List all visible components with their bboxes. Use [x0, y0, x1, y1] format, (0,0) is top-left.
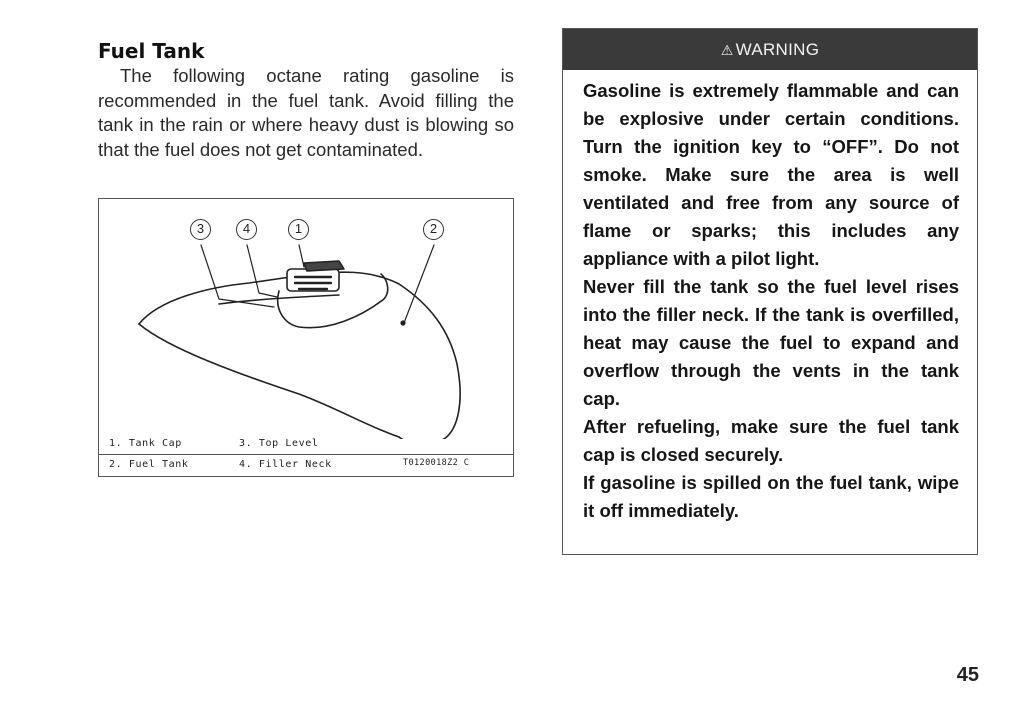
legend-item-1: 1. Tank Cap — [109, 438, 182, 449]
warning-box — [562, 28, 978, 555]
warning-paragraph: After refueling, make sure the fuel tank cap is closed securely. — [583, 416, 959, 465]
section-paragraph: The following octane rating gasoline is recommended in the fuel tank. Avoid filling the tank in the rain or where heavy dust is blowing so that the fuel does not get contaminated. — [98, 65, 514, 160]
legend-divider — [99, 454, 513, 455]
callout-3: 3 — [190, 219, 211, 240]
warning-paragraph: Never fill the tank so the fuel level rises into the filler neck. If the tank is overfilled, heat may cause the fuel to expand and overflow through the vents in the tank cap. — [583, 276, 959, 409]
section-title: Fuel Tank — [98, 39, 205, 63]
page-number: 45 — [956, 664, 979, 686]
fuel-tank-figure — [98, 198, 514, 477]
warning-paragraph: Gasoline is extremely flammable and can be explosive under certain conditions. Turn the ignition key to “OFF”. Do not smoke. Make sure the area is well ventilated and free from any source of flame or sparks; this includes any appliance with a pilot light. — [583, 80, 959, 269]
legend-item-4: 4. Filler Neck — [239, 459, 332, 470]
callout-4: 4 — [236, 219, 257, 240]
callout-2: 2 — [423, 219, 444, 240]
legend-item-2: 2. Fuel Tank — [109, 459, 189, 470]
fuel-tank-section — [98, 38, 514, 162]
warning-title: WARNING — [735, 40, 820, 59]
legend-item-3: 3. Top Level — [239, 438, 319, 449]
warning-header — [563, 29, 977, 70]
callout-1: 1 — [288, 219, 309, 240]
warning-body — [563, 70, 977, 525]
figure-legend — [99, 435, 513, 477]
warning-paragraph: If gasoline is spilled on the fuel tank, wipe it off immediately. — [583, 472, 959, 521]
figure-code: T0120018Z2 C — [403, 458, 470, 468]
warning-triangle-icon: ⚠ — [720, 42, 734, 58]
